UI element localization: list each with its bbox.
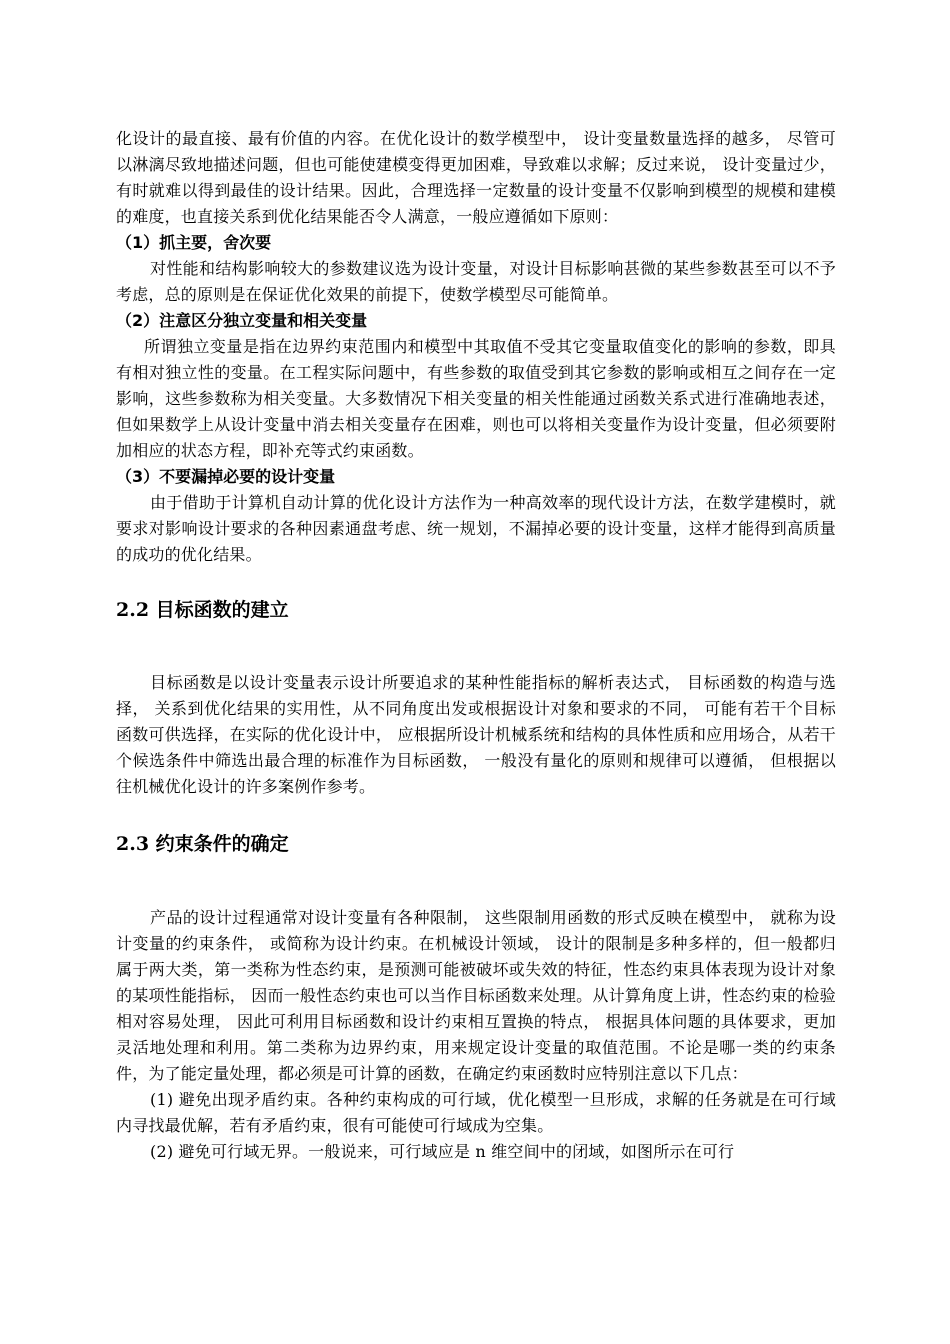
section-2-3-heading: 2.3 约束条件的确定: [116, 833, 289, 855]
section-2-3-item-2: (2) 避免可行域无界。一般说来，可行域应是 n 维空间中的闭域，如图所示在可行: [150, 1142, 735, 1161]
section-2-3-item-1: (1) 避免出现矛盾约束。各种约束构成的可行域，优化模型一旦形成，求解的任务就是在可行域内寻找最优解，若有矛盾约束，很有可能使可行域成为空集。: [116, 1090, 836, 1135]
section-2-3-text: 产品的设计过程通常对设计变量有各种限制， 这些限制用函数的形式反映在模型中， 就称为设计变量的约束条件， 或简称为设计约束。在机械设计领域， 设计的限制是多种多样的，但一般都归属于两大类，第一类称为性态约束，是预测可能被破坏或失效的特征，性态约束具体表现为设计对象的某项性能指标， 因而一般性态约束也可以当作目标函数来处理。从计算角度上讲，性态约束的检验相对容易处理， 因此可利用目标函数和设计约束相互置换的特点， 根据具体问题的具体要求，更加灵活地处理和利用。第二类称为边界约束，用来规定设计变量的取值范围。不论是哪一类的约束条件，为了能定量处理，都必须是可计算的函数，在确定约束函数时应特别注意以下几点：: [116, 908, 836, 1083]
principle-3-heading: （3）不要漏掉必要的设计变量: [116, 467, 336, 486]
principle-3-text: 由于借助于计算机自动计算的优化设计方法作为一种高效率的现代设计方法，在数学建模时，就要求对影响设计要求的各种因素通盘考虑、统一规划，不漏掉必要的设计变量，这样才能得到高质量的成功的优化结果。: [116, 493, 836, 564]
section-2-2-heading: 2.2 目标函数的建立: [116, 599, 289, 621]
principle-2-heading: （2）注意区分独立变量和相关变量: [116, 311, 368, 330]
principle-1-text: 对性能和结构影响较大的参数建议选为设计变量，对设计目标影响甚微的某些参数甚至可以不予考虑，总的原则是在保证优化效果的前提下，使数学模型尽可能简单。: [116, 259, 836, 304]
principle-1-heading: （1）抓主要，舍次要: [116, 233, 272, 252]
intro-paragraph: 化设计的最直接、最有价值的内容。在优化设计的数学模型中， 设计变量数量选择的越多， 尽管可以淋漓尽致地描述问题，但也可能使建模变得更加困难，导致难以求解；反过来说， 设计变量过少， 有时就难以得到最佳的设计结果。因此，合理选择一定数量的设计变量不仅影响到模型的规模和建模的难度，也直接关系到优化结果能否令人满意，一般应遵循如下原则：: [116, 129, 836, 226]
principle-2-text: 所谓独立变量是指在边界约束范围内和模型中其取值不受其它变量取值变化的影响的参数，即具有相对独立性的变量。在工程实际问题中，有些参数的取值受到其它参数的影响或相互之间存在一定影响，这些参数称为相关变量。大多数情况下相关变量的相关性能通过函数关系式进行准确地表述，但如果数学上从设计变量中消去相关变量存在困难，则也可以将相关变量作为设计变量，但必须要附加相应的状态方程，即补充等式约束函数。: [116, 337, 836, 460]
document-page: [116, 126, 836, 1165]
section-2-2-text: 目标函数是以设计变量表示设计所要追求的某种性能指标的解析表达式， 目标函数的构造与选择， 关系到优化结果的实用性，从不同角度出发或根据设计对象和要求的不同， 可能有若干个目标函数可供选择，在实际的优化设计中， 应根据所设计机械系统和结构的具体性质和应用场合，从若干个候选条件中筛选出最合理的标准作为目标函数， 一般没有量化的原则和规律可以遵循， 但根据以往机械优化设计的许多案例作参考。: [116, 673, 836, 796]
